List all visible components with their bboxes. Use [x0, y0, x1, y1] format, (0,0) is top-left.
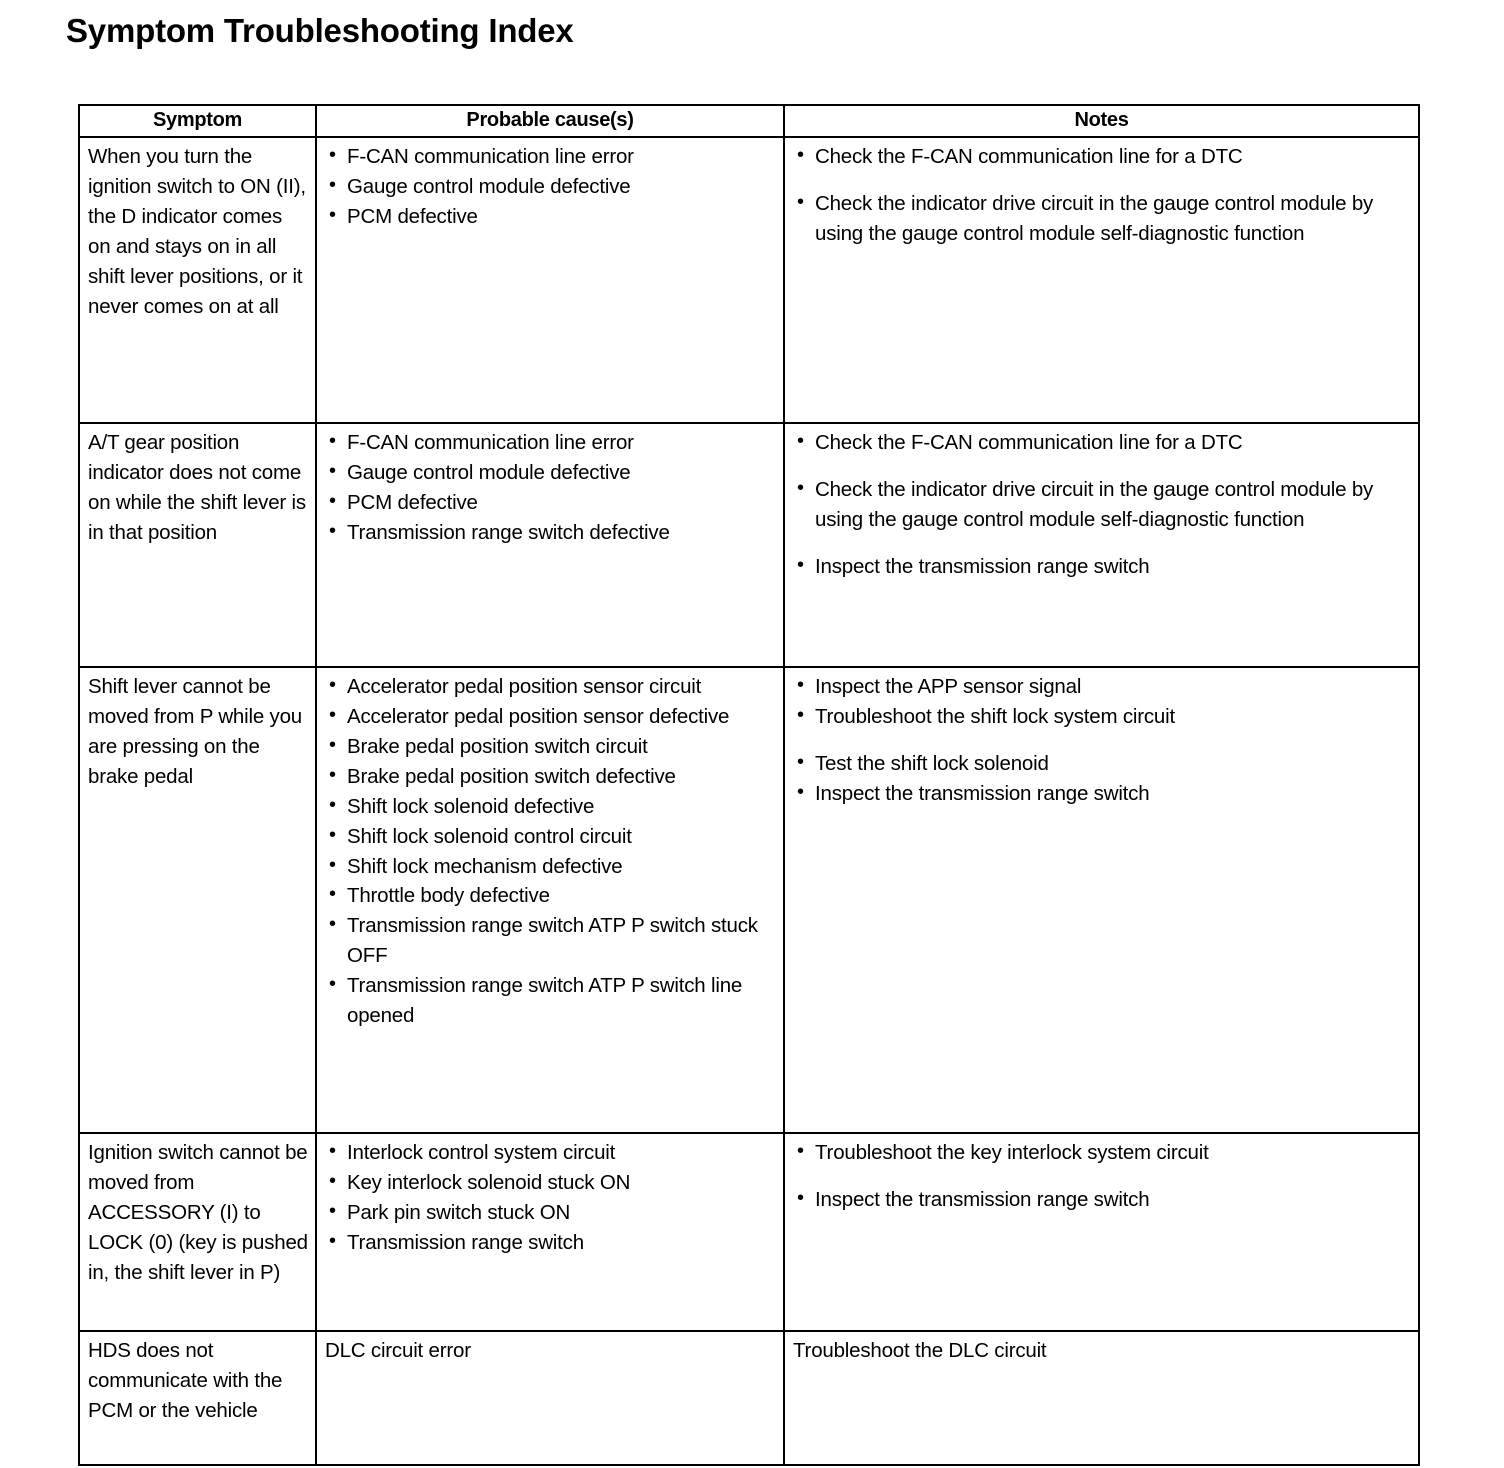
- symptom-cell: [79, 137, 316, 423]
- cause-cell: [316, 1133, 784, 1331]
- symptom-cell: [79, 423, 316, 667]
- list-item: • Accelerator pedal position sensor defective: [325, 702, 777, 732]
- notes-cell: [784, 667, 1419, 1133]
- list-item: • Throttle body defective: [325, 881, 777, 911]
- list-item: • Inspect the transmission range switch: [793, 1185, 1412, 1215]
- list-item: • Check the indicator drive circuit in the gauge control module by using the gauge control module self-diagnostic function: [793, 189, 1412, 249]
- list-item: • Transmission range switch ATP P switch line opened: [325, 971, 777, 1031]
- list-item: • F-CAN communication line error: [325, 142, 777, 172]
- symptom-cell: [79, 1331, 316, 1465]
- table-row: [79, 667, 1419, 1133]
- list-item: • Inspect the transmission range switch: [793, 552, 1412, 582]
- list-item: • Shift lock solenoid control circuit: [325, 822, 777, 852]
- notes-list: [793, 1138, 1412, 1215]
- notes-list: [793, 428, 1412, 582]
- list-item: • Check the F-CAN communication line for a DTC: [793, 428, 1412, 458]
- cause-list: [325, 428, 777, 548]
- column-header-symptom: Symptom: [79, 105, 316, 137]
- notes-cell: [784, 423, 1419, 667]
- notes-list: [793, 142, 1412, 249]
- list-item: • PCM defective: [325, 488, 777, 518]
- list-item: • Key interlock solenoid stuck ON: [325, 1168, 777, 1198]
- symptom-cell: [79, 667, 316, 1133]
- cause-cell: [316, 137, 784, 423]
- table-body: [79, 137, 1419, 1465]
- symptom-troubleshooting-table: [78, 104, 1420, 1466]
- list-item: • Transmission range switch defective: [325, 518, 777, 548]
- symptom-text: Shift lever cannot be moved from P while you are pressing on the brake pedal: [88, 675, 302, 788]
- list-item: • Troubleshoot the key interlock system circuit: [793, 1138, 1412, 1168]
- list-item: • Inspect the transmission range switch: [793, 779, 1412, 809]
- list-item: • Test the shift lock solenoid: [793, 749, 1412, 779]
- cause-cell: [316, 423, 784, 667]
- list-item: • Gauge control module defective: [325, 458, 777, 488]
- list-item: • Interlock control system circuit: [325, 1138, 777, 1168]
- symptom-text: Ignition switch cannot be moved from ACCESSORY (I) to LOCK (0) (key is pushed in, the shift lever in P): [88, 1141, 308, 1284]
- list-item: • Brake pedal position switch circuit: [325, 732, 777, 762]
- list-item: • Park pin switch stuck ON: [325, 1198, 777, 1228]
- table-header-row: [79, 105, 1419, 137]
- list-item: • Troubleshoot the shift lock system circuit: [793, 702, 1412, 732]
- list-item: • Inspect the APP sensor signal: [793, 672, 1412, 702]
- list-item: • Shift lock mechanism defective: [325, 852, 777, 882]
- cause-list: [325, 142, 777, 232]
- notes-cell: [784, 1331, 1419, 1465]
- list-item: • Shift lock solenoid defective: [325, 792, 777, 822]
- notes-cell: [784, 137, 1419, 423]
- notes-cell: [784, 1133, 1419, 1331]
- list-item: • PCM defective: [325, 202, 777, 232]
- cause-list: [325, 672, 777, 1031]
- cause-cell: [316, 1331, 784, 1465]
- column-header-probable-cause: Probable cause(s): [316, 105, 784, 137]
- symptom-cell: [79, 1133, 316, 1331]
- notes-list: [793, 672, 1412, 809]
- symptom-text: When you turn the ignition switch to ON (II), the D indicator comes on and stays on in all shift lever positions, or it never comes on at all: [88, 145, 306, 318]
- page-title: Symptom Troubleshooting Index: [66, 12, 574, 49]
- cause-cell: [316, 667, 784, 1133]
- list-item: • Transmission range switch ATP P switch stuck OFF: [325, 911, 777, 971]
- list-item: • Check the indicator drive circuit in the gauge control module by using the gauge control module self-diagnostic function: [793, 475, 1412, 535]
- table-row: [79, 137, 1419, 423]
- cause-list: [325, 1138, 777, 1258]
- table-row: [79, 1133, 1419, 1331]
- table-row: [79, 423, 1419, 667]
- list-item: • F-CAN communication line error: [325, 428, 777, 458]
- column-header-notes: Notes: [784, 105, 1419, 137]
- table-header: [79, 105, 1419, 137]
- list-item: • Check the F-CAN communication line for a DTC: [793, 142, 1412, 172]
- list-item: • Gauge control module defective: [325, 172, 777, 202]
- list-item: • Brake pedal position switch defective: [325, 762, 777, 792]
- table-row: [79, 1331, 1419, 1465]
- symptom-text: A/T gear position indicator does not come on while the shift lever is in that position: [88, 431, 306, 544]
- notes-text: Troubleshoot the DLC circuit: [793, 1339, 1047, 1362]
- symptom-text: HDS does not communicate with the PCM or the vehicle: [88, 1339, 283, 1422]
- cause-text: DLC circuit error: [325, 1339, 471, 1362]
- list-item: • Accelerator pedal position sensor circuit: [325, 672, 777, 702]
- list-item: • Transmission range switch: [325, 1228, 777, 1258]
